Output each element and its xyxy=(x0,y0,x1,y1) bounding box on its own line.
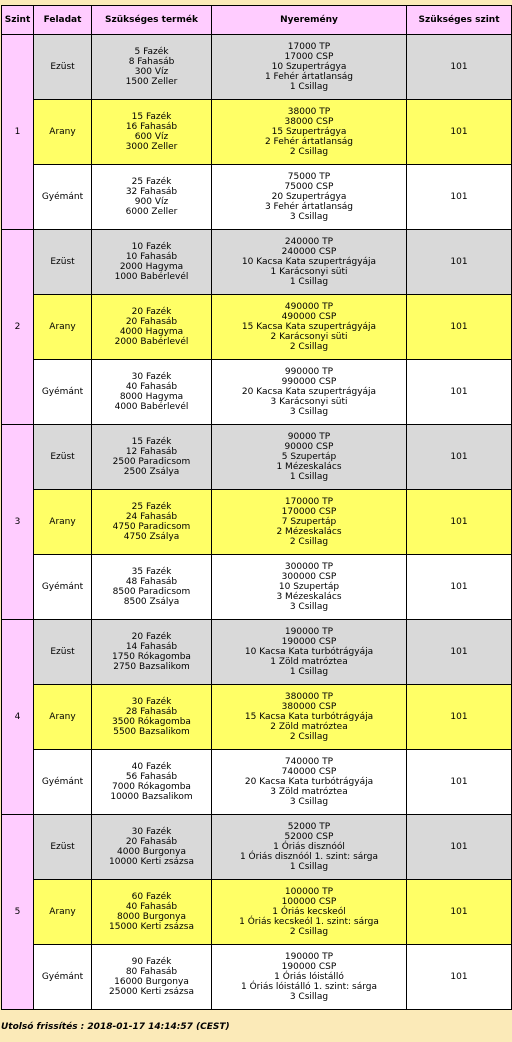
product-line: 12 Fahasáb xyxy=(125,447,178,457)
reward-line: 1 Óriás lóistálló 1. szint: sárga xyxy=(240,982,377,992)
reward-line: 2 Csillag xyxy=(289,342,329,352)
reward-line: 2 Karácsonyi süti xyxy=(270,332,348,342)
product-line: 16 Fahasáb xyxy=(125,122,178,132)
reward-line: 170000 CSP xyxy=(281,507,337,517)
reward-line: 10 Szupertrágya xyxy=(271,62,347,72)
table-row xyxy=(2,100,512,165)
reward-line: 10 Szupertáp xyxy=(278,582,340,592)
required-level-cell: 101 xyxy=(407,490,512,555)
required-level-cell: 101 xyxy=(407,685,512,750)
reward-cell xyxy=(212,685,407,750)
reward-cell xyxy=(212,35,407,100)
reward-line: 20 Kacsa Kata turbótrágyája xyxy=(244,777,374,787)
product-line: 48 Fahasáb xyxy=(125,577,178,587)
reward-line: 100000 CSP xyxy=(281,897,337,907)
reward-line: 10 Kacsa Kata turbótrágyája xyxy=(244,647,374,657)
reward-line: 1 Csillag xyxy=(289,82,329,92)
reward-line: 300000 TP xyxy=(284,562,334,572)
reward-line: 2 Csillag xyxy=(289,537,329,547)
last-updated-footer: Utolsó frissítés : 2018-01-17 14:14:57 (CEST) xyxy=(1,1022,230,1032)
product-line: 7000 Rókagomba xyxy=(112,782,191,792)
product-line: 8 Fahasáb xyxy=(128,57,175,67)
required-products-cell xyxy=(92,360,212,425)
product-line: 90 Fazék xyxy=(131,957,172,967)
task-tier-cell: Gyémánt xyxy=(34,555,92,620)
reward-line: 52000 CSP xyxy=(284,832,334,842)
reward-cell xyxy=(212,555,407,620)
product-line: 5 Fazék xyxy=(134,47,169,57)
reward-line: 20 Kacsa Kata szupertrágyája xyxy=(241,387,377,397)
table-row xyxy=(2,425,512,490)
product-line: 30 Fazék xyxy=(131,827,172,837)
product-line: 15 Fazék xyxy=(131,437,172,447)
product-line: 10000 Bazsalikom xyxy=(110,792,193,802)
reward-line: 52000 TP xyxy=(287,822,331,832)
product-line: 5500 Bazsalikom xyxy=(113,727,190,737)
product-line: 56 Fahasáb xyxy=(125,772,178,782)
required-level-cell: 101 xyxy=(407,880,512,945)
reward-line: 990000 CSP xyxy=(281,377,337,387)
task-tier-cell: Arany xyxy=(34,685,92,750)
table-row xyxy=(2,750,512,815)
task-tier-cell: Ezüst xyxy=(34,815,92,880)
reward-line: 300000 CSP xyxy=(281,572,337,582)
product-line: 10000 Kerti zsázsa xyxy=(109,857,194,867)
level-cell: 5 xyxy=(2,815,34,1010)
reward-line: 3 Csillag xyxy=(289,212,329,222)
reward-cell xyxy=(212,815,407,880)
required-products-cell xyxy=(92,815,212,880)
reward-line: 2 Csillag xyxy=(289,732,329,742)
level-cell: 3 xyxy=(2,425,34,620)
product-line: 2750 Bazsalikom xyxy=(113,662,190,672)
task-tier-cell: Ezüst xyxy=(34,230,92,295)
required-products-cell xyxy=(92,100,212,165)
product-line: 80 Fahasáb xyxy=(125,967,178,977)
header-task: Feladat xyxy=(34,6,92,35)
required-level-cell: 101 xyxy=(407,360,512,425)
reward-line: 490000 TP xyxy=(284,302,334,312)
reward-line: 3 Fehér ártatlanság xyxy=(264,202,354,212)
reward-line: 240000 CSP xyxy=(281,247,337,257)
required-level-cell: 101 xyxy=(407,945,512,1010)
required-level-cell: 101 xyxy=(407,230,512,295)
task-tier-cell: Ezüst xyxy=(34,425,92,490)
product-line: 40 Fahasáb xyxy=(125,902,178,912)
product-line: 8500 Zsálya xyxy=(123,597,180,607)
required-level-cell: 101 xyxy=(407,100,512,165)
reward-line: 2 Zöld matróztea xyxy=(270,722,348,732)
reward-cell xyxy=(212,945,407,1010)
product-line: 40 Fazék xyxy=(131,762,172,772)
reward-line: 15 Kacsa Kata szupertrágyája xyxy=(241,322,377,332)
reward-line: 740000 CSP xyxy=(281,767,337,777)
product-line: 20 Fazék xyxy=(131,307,172,317)
reward-line: 90000 CSP xyxy=(284,442,334,452)
required-level-cell: 101 xyxy=(407,165,512,230)
product-line: 25 Fazék xyxy=(131,177,172,187)
reward-line: 5 Szupertáp xyxy=(281,452,337,462)
header-required-level: Szükséges szint xyxy=(407,6,512,35)
reward-line: 38000 CSP xyxy=(284,117,334,127)
product-line: 40 Fahasáb xyxy=(125,382,178,392)
reward-line: 3 Csillag xyxy=(289,992,329,1002)
task-tier-cell: Ezüst xyxy=(34,35,92,100)
reward-line: 10 Kacsa Kata szupertrágyája xyxy=(241,257,377,267)
reward-line: 1 Csillag xyxy=(289,472,329,482)
reward-cell xyxy=(212,490,407,555)
product-line: 32 Fahasáb xyxy=(125,187,178,197)
level-cell: 1 xyxy=(2,35,34,230)
reward-cell xyxy=(212,295,407,360)
table-row xyxy=(2,360,512,425)
task-tier-cell: Arany xyxy=(34,880,92,945)
product-line: 4000 Hagyma xyxy=(119,327,184,337)
task-tier-cell: Gyémánt xyxy=(34,945,92,1010)
reward-line: 3 Zöld matróztea xyxy=(270,787,348,797)
task-tier-cell: Arany xyxy=(34,295,92,360)
reward-line: 240000 TP xyxy=(284,237,334,247)
product-line: 25 Fazék xyxy=(131,502,172,512)
product-line: 15 Fazék xyxy=(131,112,172,122)
level-cell: 4 xyxy=(2,620,34,815)
product-line: 24 Fahasáb xyxy=(125,512,178,522)
reward-cell xyxy=(212,165,407,230)
reward-cell xyxy=(212,230,407,295)
reward-line: 1 Fehér ártatlanság xyxy=(264,72,354,82)
product-line: 4750 Paradicsom xyxy=(112,522,191,532)
reward-cell xyxy=(212,100,407,165)
reward-line: 90000 TP xyxy=(287,432,331,442)
product-line: 10 Fahasáb xyxy=(125,252,178,262)
product-line: 1750 Rókagomba xyxy=(112,652,191,662)
product-line: 6000 Zeller xyxy=(125,207,178,217)
product-line: 2000 Babérlevél xyxy=(114,337,189,347)
reward-line: 17000 TP xyxy=(287,42,331,52)
reward-line: 75000 CSP xyxy=(284,182,334,192)
header-reward: Nyeremény xyxy=(212,6,407,35)
product-line: 25000 Kerti zsázsa xyxy=(109,987,194,997)
task-tier-cell: Gyémánt xyxy=(34,360,92,425)
table-row xyxy=(2,555,512,620)
reward-line: 38000 TP xyxy=(287,107,331,117)
reward-line: 3 Csillag xyxy=(289,602,329,612)
table-row xyxy=(2,230,512,295)
reward-line: 2 Csillag xyxy=(289,927,329,937)
table-row xyxy=(2,295,512,360)
reward-line: 380000 TP xyxy=(284,692,334,702)
reward-line: 490000 CSP xyxy=(281,312,337,322)
product-line: 4750 Zsálya xyxy=(123,532,180,542)
product-line: 35 Fazék xyxy=(131,567,172,577)
product-line: 1000 Babérlevél xyxy=(114,272,189,282)
required-products-cell xyxy=(92,620,212,685)
reward-line: 2 Mézeskalács xyxy=(276,527,342,537)
product-line: 4000 Babérlevél xyxy=(114,402,189,412)
required-products-cell xyxy=(92,165,212,230)
table-row xyxy=(2,165,512,230)
product-line: 15000 Kerti zsázsa xyxy=(109,922,194,932)
reward-cell xyxy=(212,750,407,815)
reward-line: 190000 TP xyxy=(284,627,334,637)
table-row xyxy=(2,880,512,945)
reward-line: 1 Óriás kecskeól xyxy=(272,907,346,917)
reward-line: 3 Karácsonyi süti xyxy=(270,397,348,407)
header-required-products: Szükséges termék xyxy=(92,6,212,35)
reward-cell xyxy=(212,620,407,685)
product-line: 8000 Burgonya xyxy=(117,912,186,922)
reward-line: 1 Zöld matróztea xyxy=(270,657,348,667)
reward-line: 2 Fehér ártatlanság xyxy=(264,137,354,147)
reward-line: 740000 TP xyxy=(284,757,334,767)
product-line: 3500 Rókagomba xyxy=(112,717,191,727)
reward-line: 190000 TP xyxy=(284,952,334,962)
reward-line: 17000 CSP xyxy=(284,52,334,62)
reward-line: 15 Szupertrágya xyxy=(271,127,347,137)
reward-line: 1 Óriás disznóól 1. szint: sárga xyxy=(239,852,379,862)
product-line: 60 Fazék xyxy=(131,892,172,902)
table-row xyxy=(2,815,512,880)
product-line: 300 Víz xyxy=(134,67,169,77)
product-line: 8000 Hagyma xyxy=(119,392,184,402)
required-products-cell xyxy=(92,490,212,555)
reward-line: 7 Szupertáp xyxy=(281,517,337,527)
table-row xyxy=(2,945,512,1010)
reward-line: 3 Csillag xyxy=(289,797,329,807)
reward-line: 1 Csillag xyxy=(289,277,329,287)
table-row xyxy=(2,620,512,685)
task-tier-cell: Ezüst xyxy=(34,620,92,685)
required-products-cell xyxy=(92,35,212,100)
reward-line: 100000 TP xyxy=(284,887,334,897)
table-body xyxy=(2,35,512,1010)
reward-line: 190000 CSP xyxy=(281,962,337,972)
table-row xyxy=(2,490,512,555)
product-line: 1500 Zeller xyxy=(125,77,178,87)
product-line: 20 Fahasáb xyxy=(125,837,178,847)
reward-line: 1 Csillag xyxy=(289,667,329,677)
required-products-cell xyxy=(92,425,212,490)
product-line: 28 Fahasáb xyxy=(125,707,178,717)
product-line: 30 Fazék xyxy=(131,697,172,707)
header-level: Szint xyxy=(2,6,34,35)
table-row xyxy=(2,35,512,100)
required-products-cell xyxy=(92,230,212,295)
required-products-cell xyxy=(92,750,212,815)
product-line: 3000 Zeller xyxy=(125,142,178,152)
required-products-cell xyxy=(92,945,212,1010)
reward-line: 15 Kacsa Kata turbótrágyája xyxy=(244,712,374,722)
task-tier-cell: Arany xyxy=(34,490,92,555)
required-level-cell: 101 xyxy=(407,620,512,685)
reward-line: 20 Szupertrágya xyxy=(271,192,347,202)
required-products-cell xyxy=(92,880,212,945)
event-task-table xyxy=(1,5,512,1010)
reward-line: 75000 TP xyxy=(287,172,331,182)
required-products-cell xyxy=(92,295,212,360)
product-line: 600 Víz xyxy=(134,132,169,142)
reward-line: 990000 TP xyxy=(284,367,334,377)
reward-line: 1 Csillag xyxy=(289,862,329,872)
reward-cell xyxy=(212,880,407,945)
reward-cell xyxy=(212,425,407,490)
reward-line: 1 Óriás lóistálló xyxy=(274,972,344,982)
task-tier-cell: Gyémánt xyxy=(34,750,92,815)
product-line: 10 Fazék xyxy=(131,242,172,252)
product-line: 14 Fahasáb xyxy=(125,642,178,652)
table-header-row xyxy=(2,6,512,35)
required-level-cell: 101 xyxy=(407,295,512,360)
product-line: 20 Fahasáb xyxy=(125,317,178,327)
required-products-cell xyxy=(92,685,212,750)
required-products-cell xyxy=(92,555,212,620)
table-row xyxy=(2,685,512,750)
product-line: 8500 Paradicsom xyxy=(112,587,191,597)
task-tier-cell: Arany xyxy=(34,100,92,165)
reward-line: 2 Csillag xyxy=(289,147,329,157)
reward-line: 170000 TP xyxy=(284,497,334,507)
product-line: 900 Víz xyxy=(134,197,169,207)
required-level-cell: 101 xyxy=(407,815,512,880)
product-line: 2000 Hagyma xyxy=(119,262,184,272)
required-level-cell: 101 xyxy=(407,555,512,620)
reward-line: 1 Karácsonyi süti xyxy=(270,267,348,277)
reward-line: 380000 CSP xyxy=(281,702,337,712)
reward-line: 1 Mézeskalács xyxy=(276,462,342,472)
reward-line: 3 Csillag xyxy=(289,407,329,417)
task-tier-cell: Gyémánt xyxy=(34,165,92,230)
required-level-cell: 101 xyxy=(407,425,512,490)
reward-cell xyxy=(212,360,407,425)
required-level-cell: 101 xyxy=(407,35,512,100)
level-cell: 2 xyxy=(2,230,34,425)
required-level-cell: 101 xyxy=(407,750,512,815)
reward-line: 1 Óriás kecskeól 1. szint: sárga xyxy=(239,917,379,927)
product-line: 20 Fazék xyxy=(131,632,172,642)
reward-line: 1 Óriás disznóól xyxy=(273,842,345,852)
reward-line: 190000 CSP xyxy=(281,637,337,647)
product-line: 2500 Paradicsom xyxy=(112,457,191,467)
product-line: 4000 Burgonya xyxy=(117,847,186,857)
reward-line: 3 Mézeskalács xyxy=(276,592,342,602)
product-line: 30 Fazék xyxy=(131,372,172,382)
product-line: 16000 Burgonya xyxy=(114,977,189,987)
product-line: 2500 Zsálya xyxy=(123,467,180,477)
